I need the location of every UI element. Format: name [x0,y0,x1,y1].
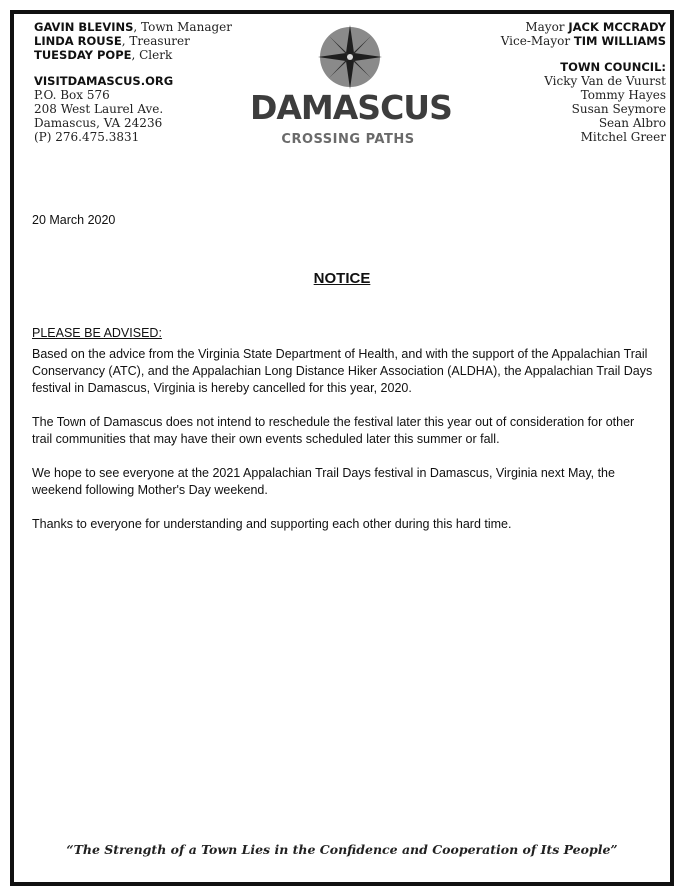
notice-title: NOTICE [313,270,371,287]
council-member: Sean Albro [598,116,666,130]
manager-title: , Town Manager [133,20,232,34]
advised-heading: PLEASE BE ADVISED: [32,326,162,340]
mayor-name: JACK MCCRADY [568,20,666,34]
council-member: Mitchel Greer [580,130,666,144]
letter-page [10,10,674,886]
manager-name: GAVIN BLEVINS [34,20,134,34]
council-member: Susan Seymore [571,102,666,116]
damascus-logo [250,24,452,159]
clerk-title: , Clerk [131,48,173,62]
letterhead-left [34,20,232,144]
phone: (P) 276.475.3831 [34,130,140,144]
vice-mayor-name: TIM WILLIAMS [573,34,666,48]
logo-wordmark: DAMASCUS [250,88,452,127]
website: VISITDAMASCUS.ORG [34,74,174,88]
paragraph: Based on the advice from the Virginia State Department of Health, and with the support of the Appalachian Trail Conservancy (ATC), and the Appalachian Long Distance Hiker Association (ALDHA), the Appalachian Trail Days festival in Damascus, Virginia is hereby cancelled for this year, 2020. [32,347,653,395]
mayor-prefix: Mayor [525,20,569,34]
council-heading: TOWN COUNCIL: [560,60,666,74]
footer-motto: “The Strength of a Town Lies in the Confidence and Cooperation of Its People” [66,842,618,857]
treasurer-name: LINDA ROUSE [34,34,122,48]
letterhead-right [501,20,666,144]
street-address: 208 West Laurel Ave. [34,102,164,116]
vice-mayor-prefix: Vice-Mayor [500,34,574,48]
po-box: P.O. Box 576 [34,88,110,102]
treasurer-title: , Treasurer [121,34,190,48]
clerk-name: TUESDAY POPE [34,48,132,62]
paragraph: The Town of Damascus does not intend to reschedule the festival later this year out of consideration for other trail communities that may have their own events scheduled later this summer or fall. [32,415,635,446]
council-member: Vicky Van de Vuurst [544,74,666,88]
letter-body [32,325,656,550]
logo-tagline: CROSSING PATHS [281,132,415,147]
paragraph: We hope to see everyone at the 2021 Appalachian Trail Days festival in Damascus, Virginia next May, the weekend following Mother's Day weekend. [32,466,615,497]
paragraph: Thanks to everyone for understanding and supporting each other during this hard time. [32,517,512,531]
council-member: Tommy Hayes [580,88,666,102]
compass-rose-icon [317,24,383,90]
letter-date: 20 March 2020 [32,213,116,227]
city-state-zip: Damascus, VA 24236 [34,116,163,130]
